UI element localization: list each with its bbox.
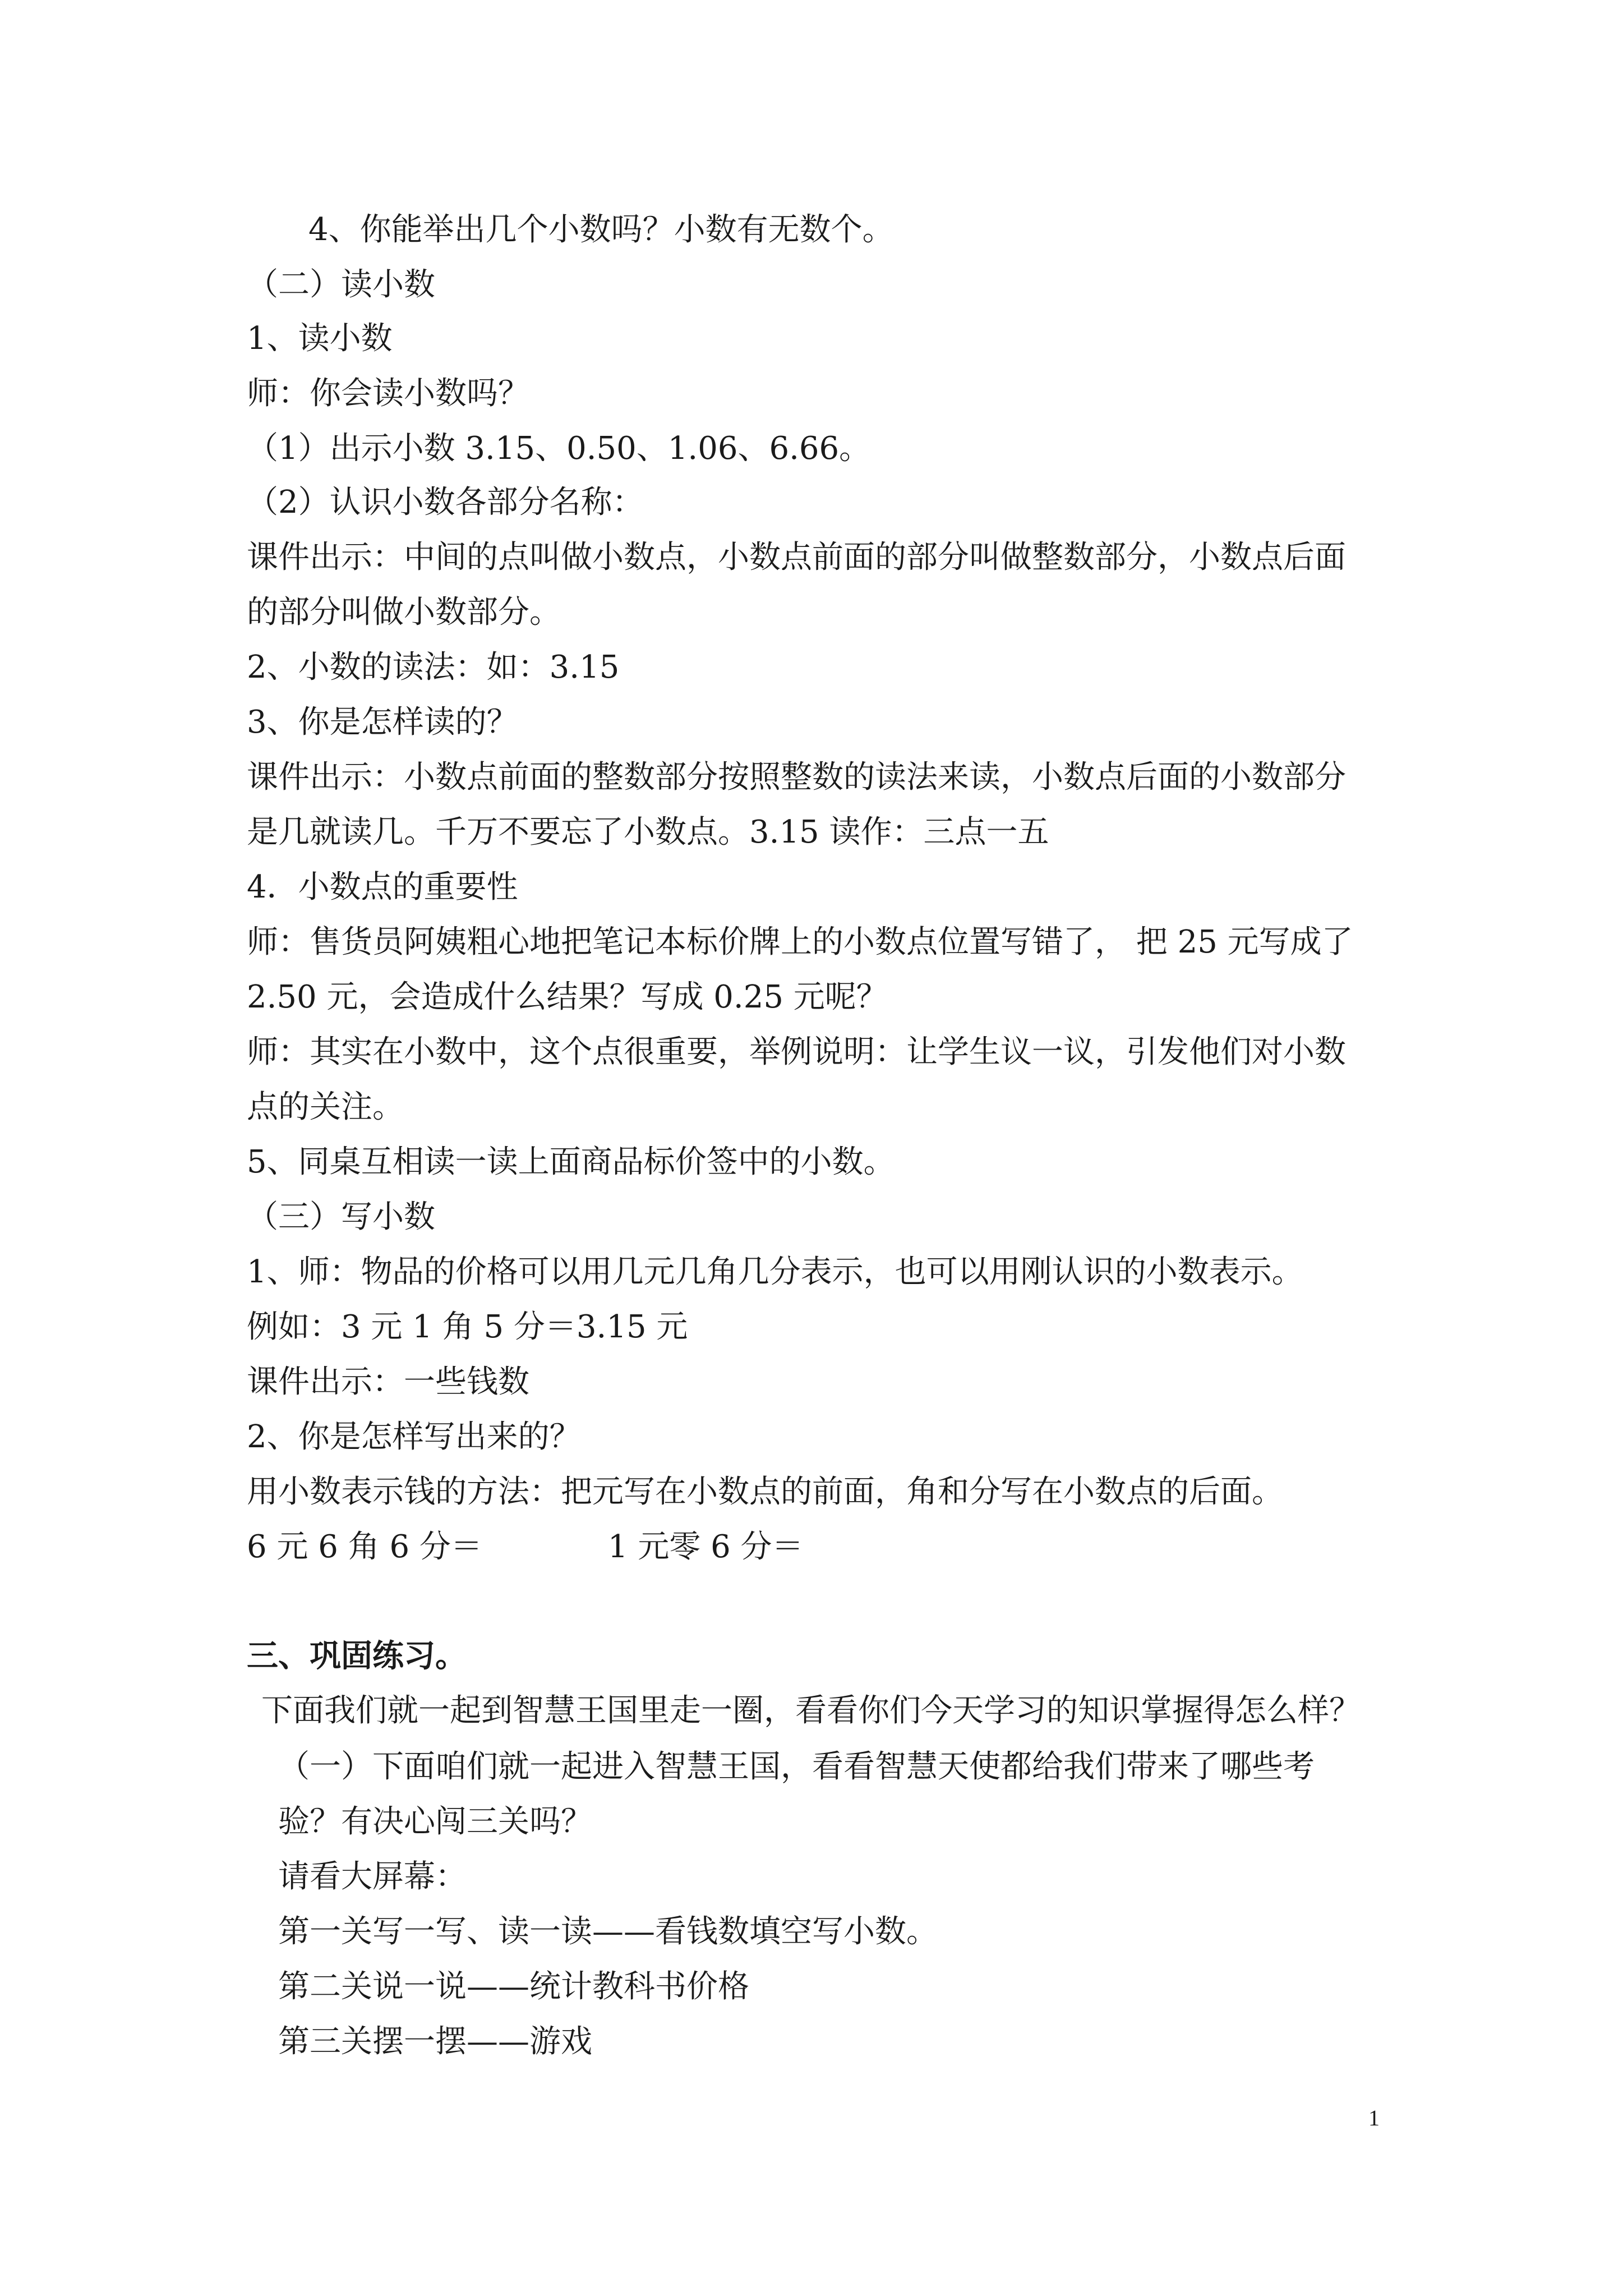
text-line: 1、师：物品的价格可以用几元几角几分表示，也可以用刚认识的小数表示。 [247, 1254, 1303, 1290]
text-line: 是几就读几。千万不要忘了小数点。3.15 读作：三点一五 [247, 814, 1049, 850]
text-line: 1、读小数 [247, 320, 393, 357]
text-line: 3、你是怎样读的？ [247, 704, 518, 740]
section-heading: （三）写小数 [247, 1199, 435, 1235]
text-line: 师：售货员阿姨粗心地把笔记本标价牌上的小数点位置写错了， 把 25 元写成了 [247, 924, 1353, 960]
text-line: （一）下面咱们就一起进入智慧王国，看看智慧天使都给我们带来了哪些考 [278, 1749, 1315, 1785]
text-line: 4．小数点的重要性 [247, 869, 518, 905]
text-line: 师：你会读小数吗？ [247, 375, 529, 412]
text-line: （1）出示小数 3.15、0.50、1.06、6.66。 [247, 430, 871, 467]
section-heading: 三、巩固练习。 [247, 1637, 467, 1674]
text-line: 请看大屏幕： [278, 1858, 467, 1895]
text-line: 课件出示：一些钱数 [247, 1364, 529, 1400]
text-line: 点的关注。 [247, 1089, 404, 1125]
section-heading: （二）读小数 [247, 266, 435, 303]
text-line: 用小数表示钱的方法：把元写在小数点的前面，角和分写在小数点的后面。 [247, 1474, 1283, 1510]
text-line: 4、你能举出几个小数吗？小数有无数个。 [308, 211, 894, 248]
text-line: 第三关摆一摆——游戏 [278, 2023, 592, 2060]
text-line: 师：其实在小数中，这个点很重要，举例说明：让学生议一议，引发他们对小数 [247, 1034, 1346, 1070]
text-line: 例如：3 元 1 角 5 分＝3.15 元 [247, 1309, 688, 1345]
text-line: 第二关说一说——统计教科书价格 [278, 1968, 749, 2005]
text-line: 课件出示：小数点前面的整数部分按照整数的读法来读，小数点后面的小数部分 [247, 759, 1346, 795]
text-line: 验？有决心闯三关吗？ [278, 1803, 592, 1840]
text-line: 课件出示：中间的点叫做小数点，小数点前面的部分叫做整数部分，小数点后面 [247, 539, 1346, 576]
page-number: 1 [1368, 2105, 1380, 2131]
text-line: 2.50 元，会造成什么结果？写成 0.25 元呢？ [247, 979, 888, 1015]
text-line: （2）认识小数各部分名称： [247, 484, 644, 521]
text-line: 第一关写一写、读一读——看钱数填空写小数。 [278, 1913, 938, 1950]
text-line: 的部分叫做小数部分。 [247, 594, 561, 631]
text-line: 6 元 6 角 6 分＝ 1 元零 6 分＝ [247, 1529, 804, 1565]
text-line: 下面我们就一起到智慧王国里走一圈，看看你们今天学习的知识掌握得怎么样？ [261, 1692, 1361, 1729]
text-line: 2、小数的读法：如：3.15 [247, 649, 620, 685]
text-line: 5、同桌互相读一读上面商品标价签中的小数。 [247, 1144, 895, 1180]
text-line: 2、你是怎样写出来的？ [247, 1419, 581, 1455]
